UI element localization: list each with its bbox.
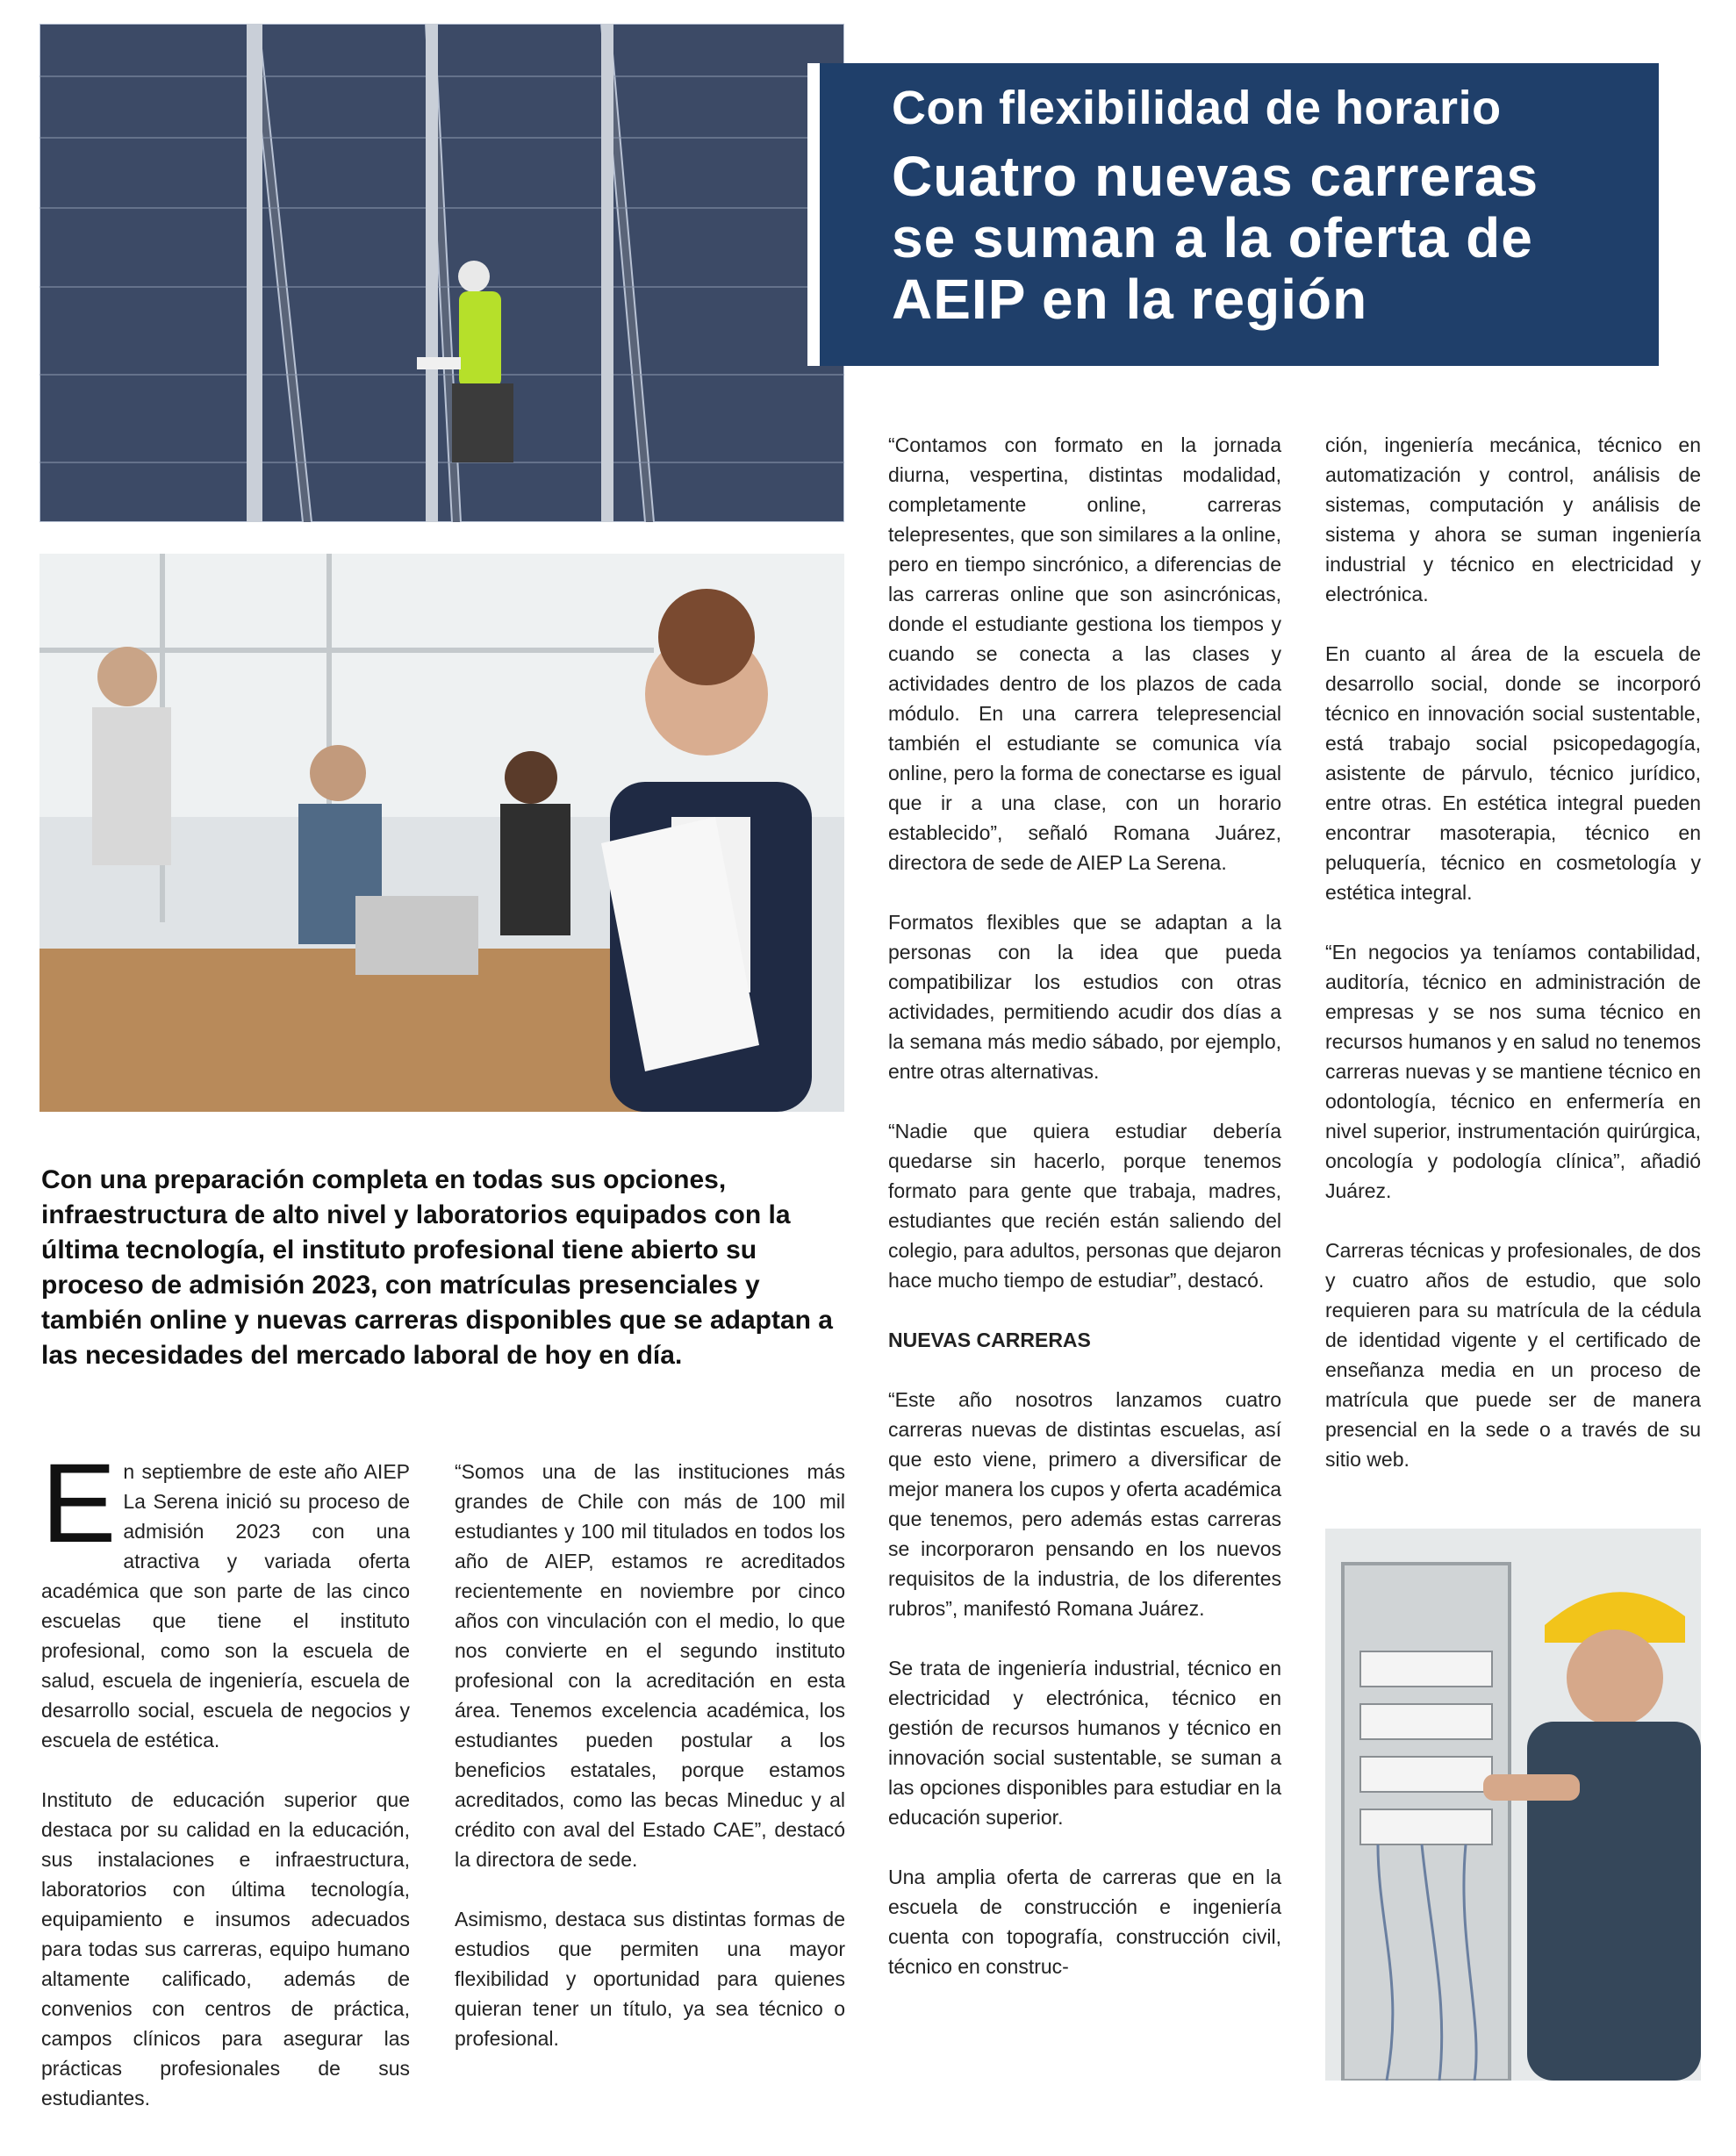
paragraph: En cuanto al área de la escuela de desarrollo social, donde se incorporó técnico en innovación social sustentable, está trabajo social psicopedagogía, asistente de párvulo, técnico jurídico, entre otras. En estética integral pueden encontrar masoterapia, técnico en peluquería, técnico en cosmetología y estética integral.	[1325, 642, 1701, 904]
article-kicker: Con flexibilidad de horario	[892, 82, 1502, 134]
banner-notch-accent	[820, 63, 871, 366]
office-team-photo	[39, 554, 844, 1112]
paragraph: ción, ingeniería mecánica, técnico en automatización y control, análisis de sistemas, computación y análisis de sistema y ahora se suman ingeniería industrial y técnico en electricidad y electrónica.	[1325, 433, 1701, 605]
paragraph: Carreras técnicas y profesionales, de dos y cuatro años de estudio, que solo requieren para su matrícula de la cédula de identidad vigente y el certificado de enseñanza media en un proceso de matrícula que puede ser de manera presencial en la sede o a través de su sitio web.	[1325, 1239, 1701, 1471]
section-subhead: NUEVAS CARRERAS	[888, 1329, 1091, 1351]
electrician-photo	[1325, 1529, 1701, 2081]
paragraph: Formatos flexibles que se adaptan a la personas con la idea que pueda compatibilizar los estudios con otras actividades, permitiendo acudir dos días a la semana más medio sábado, por ejemplo, entre otras alternativas.	[888, 911, 1281, 1083]
paragraph: Se trata de ingeniería industrial, técnico en electricidad y electrónica, técnico en gestión de recursos humanos y técnico en innovación social sustentable, se suman a las opciones disponibles para estudiar en la educación superior.	[888, 1657, 1281, 1829]
paragraph: Una amplia oferta de carreras que en la escuela de construcción e ingeniería cuenta con topografía, construcción civil, técnico en construc-	[888, 1866, 1281, 1978]
paragraph: Asimismo, destaca sus distintas formas de estudios que permiten una mayor flexibilidad y oportunidad para quienes quieran tener un título, ya sea técnico o profesional.	[455, 1908, 845, 2050]
drop-cap: E	[41, 1441, 117, 1566]
paragraph: “Este año nosotros lanzamos cuatro carreras nuevas de distintas escuelas, así que esto viene, primero a diversificar de mejor manera los cupos y oferta académica que tenemos, pero además estas carreras se incorporaron pensando en los nuevos requisitos de la industria, de los diferentes rubros”, manifestó Romana Juárez.	[888, 1388, 1281, 1620]
article-column-4	[1325, 430, 1701, 1504]
article-title: Cuatro nuevas carreras se suman a la oferta de AEIP en la región	[892, 145, 1539, 331]
paragraph: “Somos una de las instituciones más grandes de Chile con más de 100 mil estudiantes y 100 mil titulados en todos los año de AIEP, estamos re acreditados recientemente en noviembre por cinco años con vinculación con el medio, lo que nos convierte en el segundo instituto profesional con la acreditación en esta área. Tenemos excelencia académica, los estudiantes pueden postular a los beneficios estatales, porque estamos acreditados, como las becas Mineduc y al crédito con aval del Estado CAE”, destacó la directora de sede.	[455, 1460, 845, 1871]
article-column-1	[41, 1441, 410, 2143]
paragraph: “Nadie que quiera estudiar debería quedarse sin hacerlo, porque tenemos formato para gente que trabaja, madres, estudiantes que recién están saliendo del colegio, para adultos, personas que dejaron hace mucho tiempo de estudiar”, destacó.	[888, 1120, 1281, 1292]
headline-banner	[807, 63, 1659, 366]
paragraph: “Contamos con formato en la jornada diurna, vespertina, distintas modalidad, completamente online, carreras telepresentes, que son similares a la online, pero en tiempo sincrónico, a diferencias de las carreras online que son asincrónicas, donde el estudiante gestiona los tiempos y cuando se conecta a las clases y actividades dentro de los plazos de cada módulo. En una carrera telepresencial también el estudiante se comunica vía online, pero la forma de conectarse es igual que ir a una clase, con un horario establecido”, señaló Romana Juárez, directora de sede de AIEP La Serena.	[888, 433, 1281, 874]
article-column-2	[455, 1457, 845, 2083]
paragraph-text: n septiembre de este año AIEP La Serena inició su proceso de admisión 2023 con una atractiva y variada oferta académica que son parte de las cinco escuelas que tiene el instituto profesional, como son la escuela de salud, escuela de ingeniería, escuela de desarrollo social, escuela de negocios y escuela de estética.	[41, 1460, 410, 1751]
article-lead: Con una preparación completa en todas sus opciones, infraestructura de alto nivel y laboratorios equipados con la última tecnología, el instituto profesional tiene abierto su proceso de admisión 2023, con matrículas presenciales y también online y nuevas carreras disponibles que se adaptan a las necesidades del mercado laboral de hoy en día.	[41, 1165, 833, 1370]
paragraph: “En negocios ya teníamos contabilidad, auditoría, técnico en administración de empresas y se nos suma técnico en recursos humanos y en salud no tenemos carreras nuevas y se mantiene técnico en odontología, técnico en enfermería en nivel superior, instrumentación quirúrgica, oncología y podología clínica”, añadió Juárez.	[1325, 941, 1701, 1202]
paragraph: Instituto de educación superior que destaca por su calidad en la educación, sus instalaciones e infraestructura, laboratorios con última tecnología, equipamiento e insumos adecuados para todas sus carreras, equipo humano altamente calificado, además de convenios con centros de práctica, campos clínicos para asegurar las prácticas profesionales de sus estudiantes.	[41, 1788, 410, 2109]
article-column-3	[888, 430, 1281, 2011]
paragraph	[41, 1441, 410, 1755]
solar-panels-photo	[39, 24, 844, 522]
